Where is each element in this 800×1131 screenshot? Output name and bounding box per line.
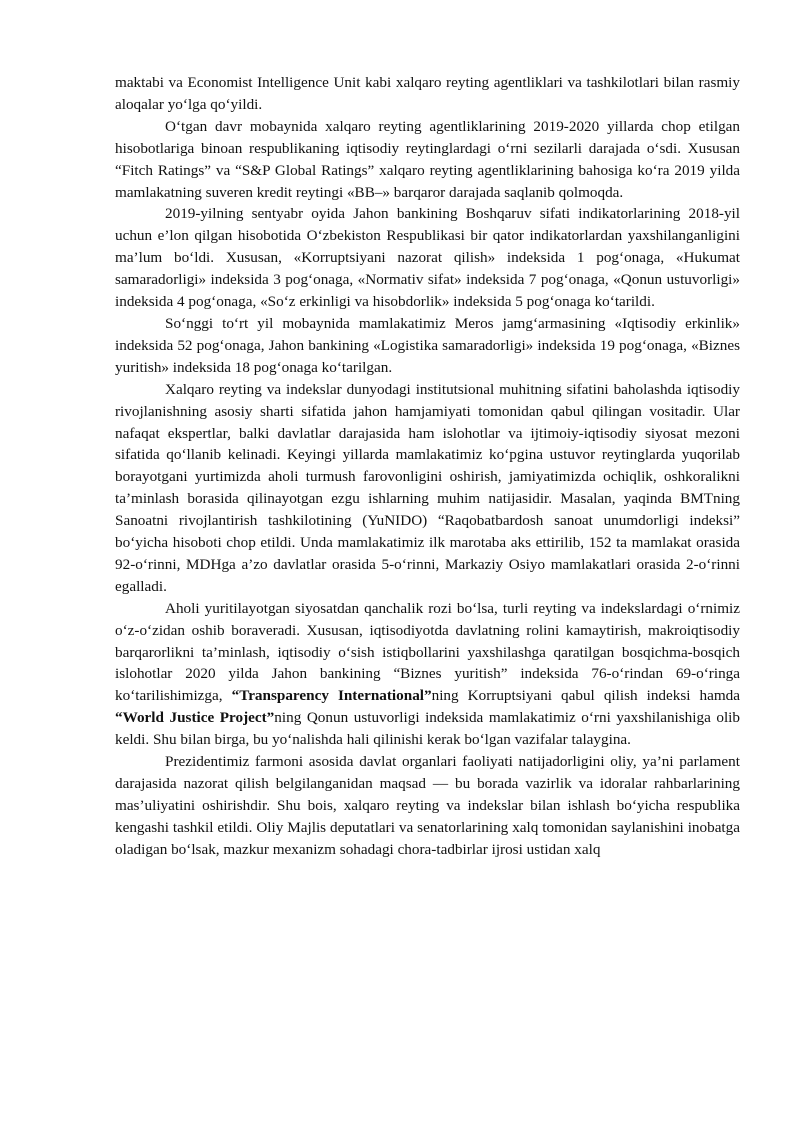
paragraph bbox=[115, 751, 740, 861]
paragraph bbox=[115, 203, 740, 313]
paragraph-text: O‘tgan davr mobaynida xalqaro reyting agentliklarining 2019-2020 yillarda chop etilgan hisobotlariga binoan respublikaning iqtisodiy reytinglardagi o‘rni sezilarli darajada o‘sdi. Xususan “Fitch Ratings” va “S&P Global Ratings” xalqaro reyting agentliklarining bahosiga ko‘ra 2019 yilda mamlakatning suveren kredit reytingi «BB–» barqaror darajada saqlanib qolmoqda. bbox=[115, 117, 740, 201]
paragraph bbox=[115, 313, 740, 379]
paragraph-text: ning Qonun ustuvorligi indeksida mamlakatimiz o‘rni yaxshilanishiga olib keldi. Shu bilan birga, bu yo‘nalishda hali qilinishi kerak bo‘lgan vazifalar talaygina. bbox=[115, 709, 740, 749]
bold-organization-name: “Transparency International” bbox=[231, 687, 432, 705]
paragraph-text: ning Korruptsiyani qabul qilish indeksi hamda bbox=[431, 687, 740, 705]
paragraph-text: 2019-yilning sentyabr oyida Jahon bankining Boshqaruv sifati indikatorlarining 2018-yil uchun e’lon qilgan hisobotida O‘zbekiston Respublikasi bir qator indikatorlardan yaxshilanganligini ma’lum bo‘ldi. Xususan, «Korruptsiyani nazorat qilish» indeksida 1 pog‘onaga, «Hukumat samaradorligi» indeksida 3 pog‘onaga, «Normativ sifat» indeksida 7 pog‘onaga, «Qonun ustuvorligi» indeksida 4 pog‘onaga, «So‘z erkinligi va hisobdorlik» indeksida 5 pog‘onaga ko‘tarildi. bbox=[115, 205, 740, 311]
paragraph-text: Xalqaro reyting va indekslar dunyodagi institutsional muhitning sifatini baholashda iqtisodiy rivojlanishning asosiy sharti sifatida jahon hamjamiyati tomonidan qabul qilingan vositadir. Ular nafaqat ekspertlar, balki davlatlar darajasida ham islohotlar va ijtimoiy-iqtisodiy siyosat mezoni sifatida qo‘llanib kelinadi. Keyingi yillarda mamlakatimiz ko‘pgina ustuvor reytinglarda yuqorilab borayotgani yurtimizda aholi turmush farovonligini oshirish, jamiyatimizda ochiqlik, oshkoralikni ta’minlash borasida qilinayotgan ezgu ishlarning muhim natijasidir. Masalan, yaqinda BMTning Sanoatni rivojlantirish tashkilotining (YuNIDO) “Raqobatbardosh sanoat unumdorligi indeksi” bo‘yicha hisoboti chop etildi. Unda mamlakatimiz ilk marotaba aks ettirilib, 152 ta mamlakat orasida 92-o‘rinni, MDHga a’zo davlatlar orasida 5-o‘rinni, Markaziy Osiyo mamlakatlari orasida 2-o‘rinni egalladi. bbox=[115, 380, 740, 595]
paragraph bbox=[115, 116, 740, 204]
paragraph bbox=[115, 598, 740, 751]
bold-organization-name: “World Justice Project” bbox=[115, 709, 275, 727]
paragraph-text: So‘nggi to‘rt yil mobaynida mamlakatimiz Meros jamg‘armasining «Iqtisodiy erkinlik» indeksida 52 pog‘onaga, Jahon bankining «Logistika samaradorligi» indeksida 19 pog‘onaga, «Biznes yuritish» indeksida 18 pog‘onaga ko‘tarilgan. bbox=[115, 314, 740, 376]
paragraph bbox=[115, 379, 740, 598]
paragraph-text: Aholi yuritilayotgan siyosatdan qanchalik rozi bo‘lsa, turli reyting va indekslardagi o‘rnimiz o‘z-o‘zidan oshib boraveradi. Xususan, iqtisodiyotda davlatning rolini kamaytirish, makroiqtisodiy barqarorlikni ta’minlash, iqtisodiy o‘sish istiqbollarini yaxshilashga qaratilgan bosqichma-bosqich islohotlar 2020 yilda Jahon bankining “Biznes yuritish” indeksida 76-o‘rindan 69-o‘ringa ko‘tarilishimizga, bbox=[115, 599, 740, 705]
paragraph-text: Prezidentimiz farmoni asosida davlat organlari faoliyati natijadorligini oliy, ya’ni parlament darajasida nazorat qilish belgilanganidan maqsad — bu borada vazirlik va idoralar rahbarlarining mas’uliyatini oshirishdir. Shu bois, xalqaro reyting va indekslar bilan ishlash bo‘yicha respublika kengashi tashkil etildi. Oliy Majlis deputatlari va senatorlarining xalq tomonidan saylanishini inobatga oladigan bo‘lsak, mazkur mexanizm sohadagi chora-tadbirlar ijrosi ustidan xalq bbox=[115, 753, 740, 858]
document-page bbox=[115, 72, 740, 861]
paragraph-text: maktabi va Economist Intelligence Unit kabi xalqaro reyting agentliklari va tashkilotlari bilan rasmiy aloqalar yo‘lga qo‘yildi. bbox=[115, 74, 740, 113]
paragraph bbox=[115, 72, 740, 116]
